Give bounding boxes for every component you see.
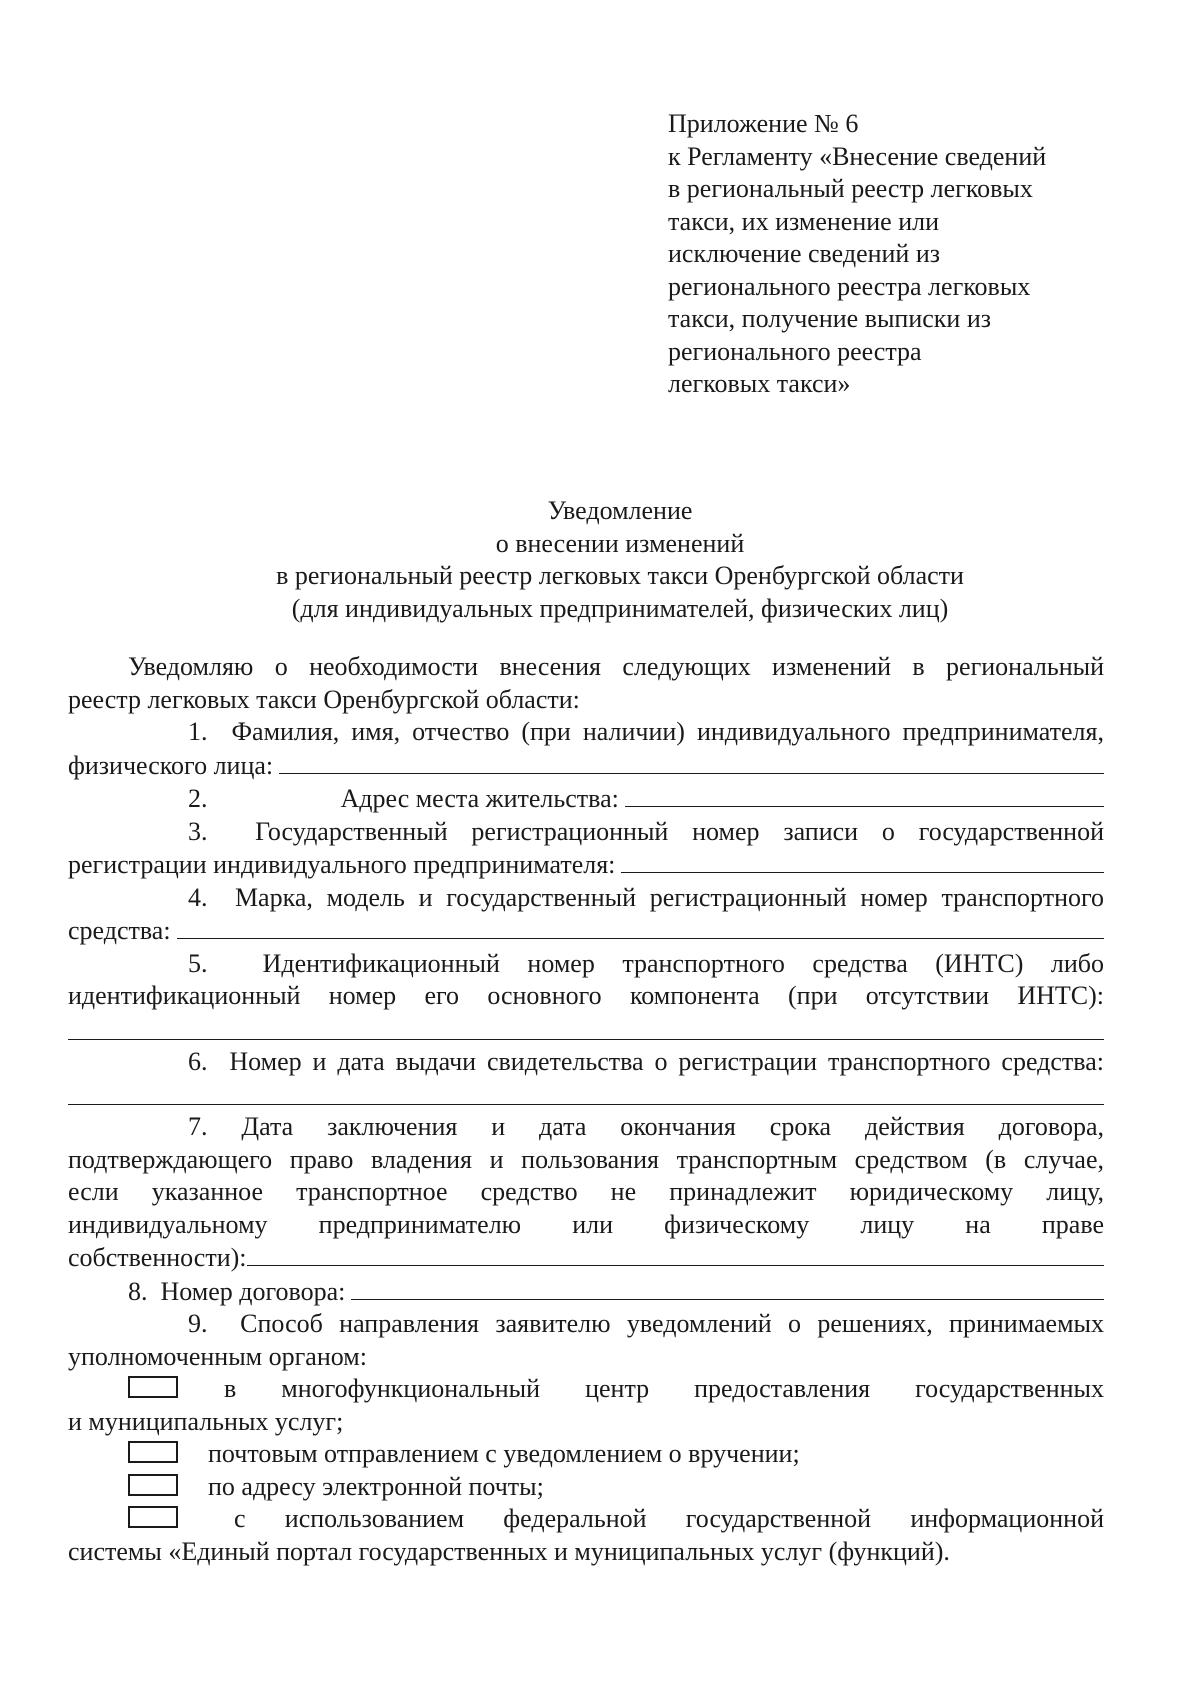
item-9-line-2: уполномоченным органом: xyxy=(68,1341,367,1371)
item-3-line-2 xyxy=(68,848,1104,882)
item-7-line-3: если указанное транспортное средство не принадлежит юридическому лицу, xyxy=(68,1177,1104,1206)
appendix-header xyxy=(668,108,1128,401)
item-5-text: Идентификационный номер транспортного средства (ИНТС) либо xyxy=(262,948,1105,978)
option-gosuslugi-line-2: системы «Единый портал государственных и муниципальных услуг (функций). xyxy=(68,1536,950,1566)
title-line: в региональный реестр легковых такси Оренбургской области xyxy=(276,561,964,590)
appendix-line: в региональный реестр легковых xyxy=(668,174,1033,203)
item-3-text: Государственный регистрационный номер записи о государственной xyxy=(255,816,1104,846)
email-checkbox[interactable] xyxy=(128,1474,178,1496)
post-checkbox[interactable] xyxy=(128,1441,178,1463)
item-1-label: физического лица: xyxy=(68,750,274,780)
item-7-label: собственности): xyxy=(68,1243,247,1272)
option-mfc-line-2: и муниципальных услуг; xyxy=(68,1406,344,1436)
option-mfc xyxy=(68,1373,1104,1406)
title-line: Уведомление xyxy=(547,496,693,525)
address-field[interactable] xyxy=(625,782,1104,807)
appendix-line: такси, получение выписки из xyxy=(668,304,992,333)
appendix-line: такси, их изменение или xyxy=(668,206,940,236)
item-4-line-1 xyxy=(68,882,1104,915)
option-gosuslugi-text: с использованием федеральной государственной информационной xyxy=(234,1504,1104,1533)
item-number: 9. xyxy=(188,1309,208,1338)
item-4-line-2 xyxy=(68,914,1104,948)
ogrnip-field[interactable] xyxy=(621,848,1104,873)
item-3-label: регистрации индивидуального предпринимателя: xyxy=(68,850,616,879)
intro-line-1: Уведомляю о необходимости внесения следующих изменений в региональный xyxy=(128,652,1104,681)
item-2-line xyxy=(68,782,1104,816)
item-number: 4. xyxy=(188,882,208,912)
option-gosuslugi xyxy=(68,1503,1104,1536)
registration-certificate-field[interactable] xyxy=(68,1078,1104,1105)
appendix-line: легковых такси» xyxy=(668,369,851,398)
mfc-checkbox[interactable] xyxy=(128,1376,178,1398)
item-number: 5. xyxy=(188,948,208,978)
item-9-text: Способ направления заявителю уведомлений о решениях, принимаемых xyxy=(240,1309,1104,1338)
intro-line-2: реестр легковых такси Оренбургской области: xyxy=(68,684,580,714)
vehicle-field[interactable] xyxy=(177,914,1104,939)
item-4-label: средства: xyxy=(68,916,171,945)
item-number: 1. xyxy=(188,717,208,746)
item-6-text: Номер и дата выдачи свидетельства о регистрации транспортного средства: xyxy=(229,1046,1104,1076)
item-2-label: Адрес места жительства: xyxy=(340,784,619,813)
item-4-text: Марка, модель и государственный регистрационный номер транспортного xyxy=(234,882,1105,912)
item-9-line-1 xyxy=(68,1308,1104,1341)
appendix-line: регионального реестра легковых xyxy=(668,271,1031,301)
item-8-label: Номер договора: xyxy=(160,1276,346,1306)
option-mfc-text: в многофункциональный центр предоставления государственных xyxy=(224,1374,1104,1403)
option-post-text: почтовым отправлением с уведомлением о вручении; xyxy=(208,1439,800,1468)
item-7-line-5 xyxy=(68,1241,1104,1275)
appendix-line: к Регламенту «Внесение сведений xyxy=(668,141,1047,171)
item-number: 6. xyxy=(188,1046,208,1076)
contract-number-field[interactable] xyxy=(351,1275,1104,1300)
form-body xyxy=(68,651,1104,1568)
title-line: о внесении изменений xyxy=(495,528,745,558)
item-5-line-2: идентификационный номер его основного компонента (при отсутствии ИНТС): xyxy=(68,981,1104,1010)
item-7-line-1 xyxy=(68,1111,1104,1144)
item-1-line-1 xyxy=(68,716,1104,749)
item-number: 2. xyxy=(188,784,208,813)
fio-field[interactable] xyxy=(279,749,1104,774)
item-3-line-1 xyxy=(68,816,1104,849)
option-email xyxy=(68,1471,1104,1504)
option-post xyxy=(68,1438,1104,1471)
item-7-line-2: подтверждающего право владения и пользования транспортным средством (в случае, xyxy=(68,1144,1104,1174)
item-1-line-2 xyxy=(68,749,1104,783)
item-number: 3. xyxy=(188,816,208,846)
item-number: 8. xyxy=(128,1276,148,1306)
option-email-text: по адресу электронной почты; xyxy=(208,1471,544,1501)
vin-field[interactable] xyxy=(68,1013,1104,1040)
item-5-line-1 xyxy=(68,948,1104,981)
item-6-line xyxy=(68,1046,1104,1079)
item-number: 7. xyxy=(188,1112,208,1141)
gosuslugi-checkbox[interactable] xyxy=(128,1506,178,1528)
item-1-text: Фамилия, имя, отчество (при наличии) индивидуального предпринимателя, xyxy=(231,717,1104,746)
appendix-line: Приложение № 6 xyxy=(668,109,859,138)
item-7-line-4: индивидуальному предпринимателю или физическому лицу на праве xyxy=(68,1209,1104,1239)
item-8-line xyxy=(68,1275,1104,1309)
contract-dates-field[interactable] xyxy=(247,1241,1104,1266)
appendix-line: регионального реестра xyxy=(668,336,922,366)
title-line: (для индивидуальных предпринимателей, физических лиц) xyxy=(291,593,949,623)
item-7-text: Дата заключения и дата окончания срока действия договора, xyxy=(241,1112,1104,1141)
document-title xyxy=(60,495,1180,625)
appendix-line: исключение сведений из xyxy=(668,239,941,268)
